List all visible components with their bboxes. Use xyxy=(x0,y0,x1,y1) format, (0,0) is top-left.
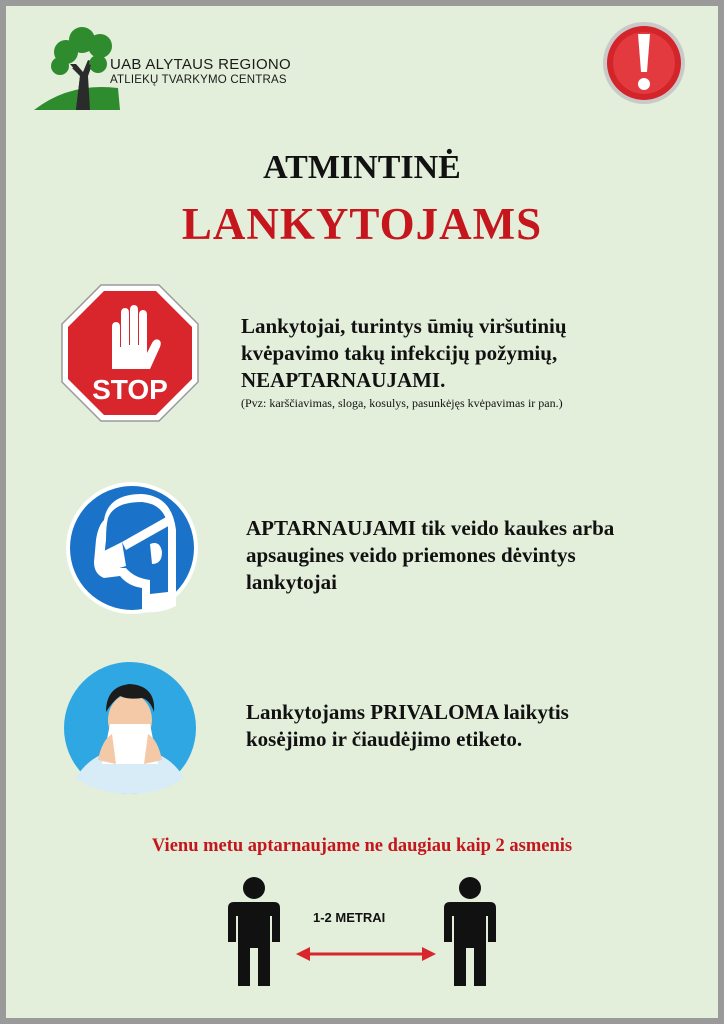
rule-1-line1: Lankytojai, turintys ūmių viršutinių xyxy=(241,314,567,338)
organization-name-line1: UAB ALYTAUS REGIONO xyxy=(110,56,292,73)
rule-2-line3: lankytojai xyxy=(246,570,338,594)
organization-name xyxy=(110,56,291,86)
face-mask-icon xyxy=(64,480,200,616)
stop-sign-label: STOP xyxy=(92,374,168,405)
rule-1-note: (Pvz: karščiavimas, sloga, kosulys, pasunkėjęs kvėpavimas ir pan.) xyxy=(241,396,563,410)
poster xyxy=(6,6,718,1018)
person-right-icon xyxy=(442,876,498,988)
page-title: ATMINTINĖ xyxy=(263,149,461,186)
sneeze-etiquette-icon xyxy=(62,660,198,796)
capacity-notice: Vienu metu aptarnaujame ne daugiau kaip 2 asmenis xyxy=(151,836,573,856)
rule-2-line1: APTARNAUJAMI tik veido kaukes arba xyxy=(246,516,615,540)
rule-1-line3: NEAPTARNAUJAMI. xyxy=(241,368,446,392)
stop-sign-icon xyxy=(60,283,200,423)
double-arrow-icon xyxy=(294,944,438,964)
rule-2-text xyxy=(246,515,614,596)
organization-name-line2: ATLIEKŲ TVARKYMO CENTRAS xyxy=(110,74,287,86)
rule-3-line1: Lankytojams PRIVALOMA laikytis xyxy=(246,700,569,724)
rule-1-text xyxy=(241,313,567,394)
page-subtitle: LANKYTOJAMS xyxy=(181,199,543,249)
rule-2-line2: apsaugines veido priemones dėvintys xyxy=(246,543,576,567)
distance-label: 1-2 METRAI xyxy=(313,910,386,925)
rule-3-text xyxy=(246,699,569,753)
rule-1-line2: kvėpavimo takų infekcijų požymių, xyxy=(241,341,558,365)
rule-3-line2: kosėjimo ir čiaudėjimo etiketo. xyxy=(246,727,523,751)
exclamation-icon xyxy=(601,20,687,106)
person-left-icon xyxy=(226,876,282,988)
